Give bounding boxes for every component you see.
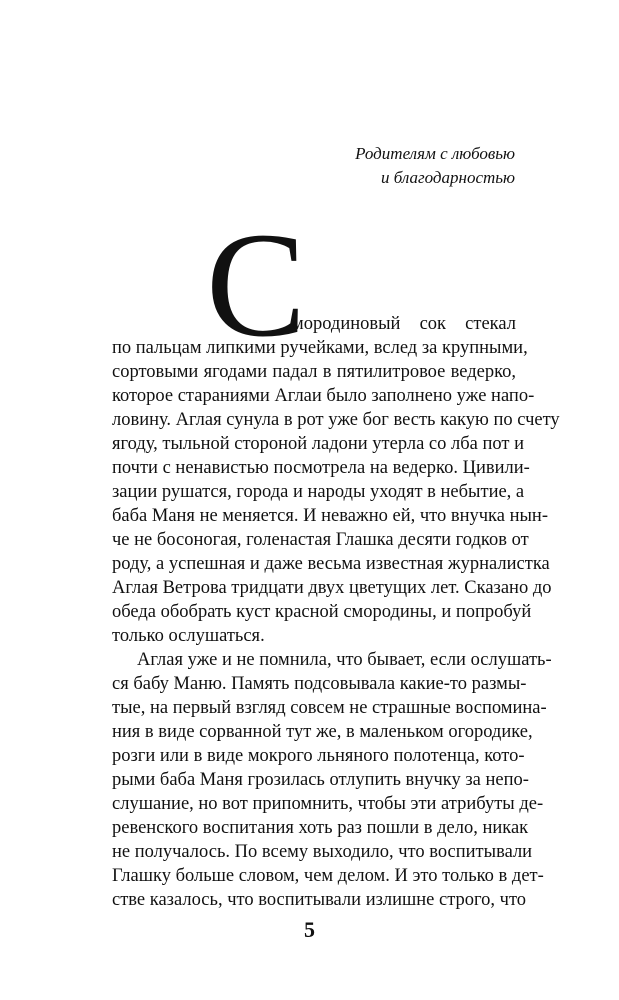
text-line: розги или в виде мокрого льняного полотенца, кото- <box>112 746 525 766</box>
text-line: баба Маня не меняется. И неважно ей, что внучка нын- <box>112 506 548 526</box>
text-line: слушание, но вот припомнить, чтобы эти атрибуты де- <box>112 794 544 814</box>
text-line: почти с ненавистью посмотрела на ведерко. Цивили- <box>112 458 530 478</box>
text-line: которое стараниями Аглаи было заполнено уже напо- <box>112 386 535 406</box>
text-line: Глашку больше словом, чем делом. И это только в дет- <box>112 866 544 886</box>
text-line: зации рушатся, города и народы уходят в небытие, а <box>112 482 525 502</box>
text-line: ния в виде сорванной тут же, в маленьком огородике, <box>112 722 533 742</box>
text-line: обеда обобрать куст красной смородины, и попробуй <box>112 602 532 622</box>
text-line: ревенского воспитания хоть раз пошли в дело, никак <box>112 818 529 838</box>
text-line: че не босоногая, голенастая Глашка десяти годков от <box>112 530 529 550</box>
text-line: ягоду, тыльной стороной ладони утерла со лба пот и <box>112 434 524 454</box>
drop-cap: С <box>206 202 307 368</box>
text-line: Аглая уже и не помнила, что бывает, если ослушать- <box>137 650 552 670</box>
text-line: только ослушаться. <box>112 626 265 646</box>
text-line: ся бабу Маню. Память подсовывала какие-то размы- <box>112 674 527 694</box>
dedication <box>355 142 515 190</box>
text-line: роду, а успешная и даже весьма известная журналистка <box>112 554 550 574</box>
text-line: Аглая Ветрова тридцати двух цветущих лет. Сказано до <box>112 578 552 598</box>
text-line: сортовыми ягодами падал в пятилитровое ведерко, <box>112 362 516 382</box>
text-line: стве казалось, что воспитывали излишне строго, что <box>112 890 527 910</box>
text-line: мородиновый сок стекал <box>292 314 516 334</box>
text-line: ловину. Аглая сунула в рот уже бог весть какую по счету <box>112 410 560 430</box>
text-line: не получалось. По всему выходило, что воспитывали <box>112 842 533 862</box>
dedication-line-2: и благодарностью <box>381 168 515 187</box>
text-line: по пальцам липкими ручейками, вслед за крупными, <box>112 338 528 358</box>
text-line: рыми баба Маня грозилась отлупить внучку за непо- <box>112 770 529 790</box>
text-line: тые, на первый взгляд совсем не страшные воспомина- <box>112 698 547 718</box>
dedication-line-1: Родителям с любовью <box>355 144 515 163</box>
page-number: 5 <box>304 917 315 942</box>
